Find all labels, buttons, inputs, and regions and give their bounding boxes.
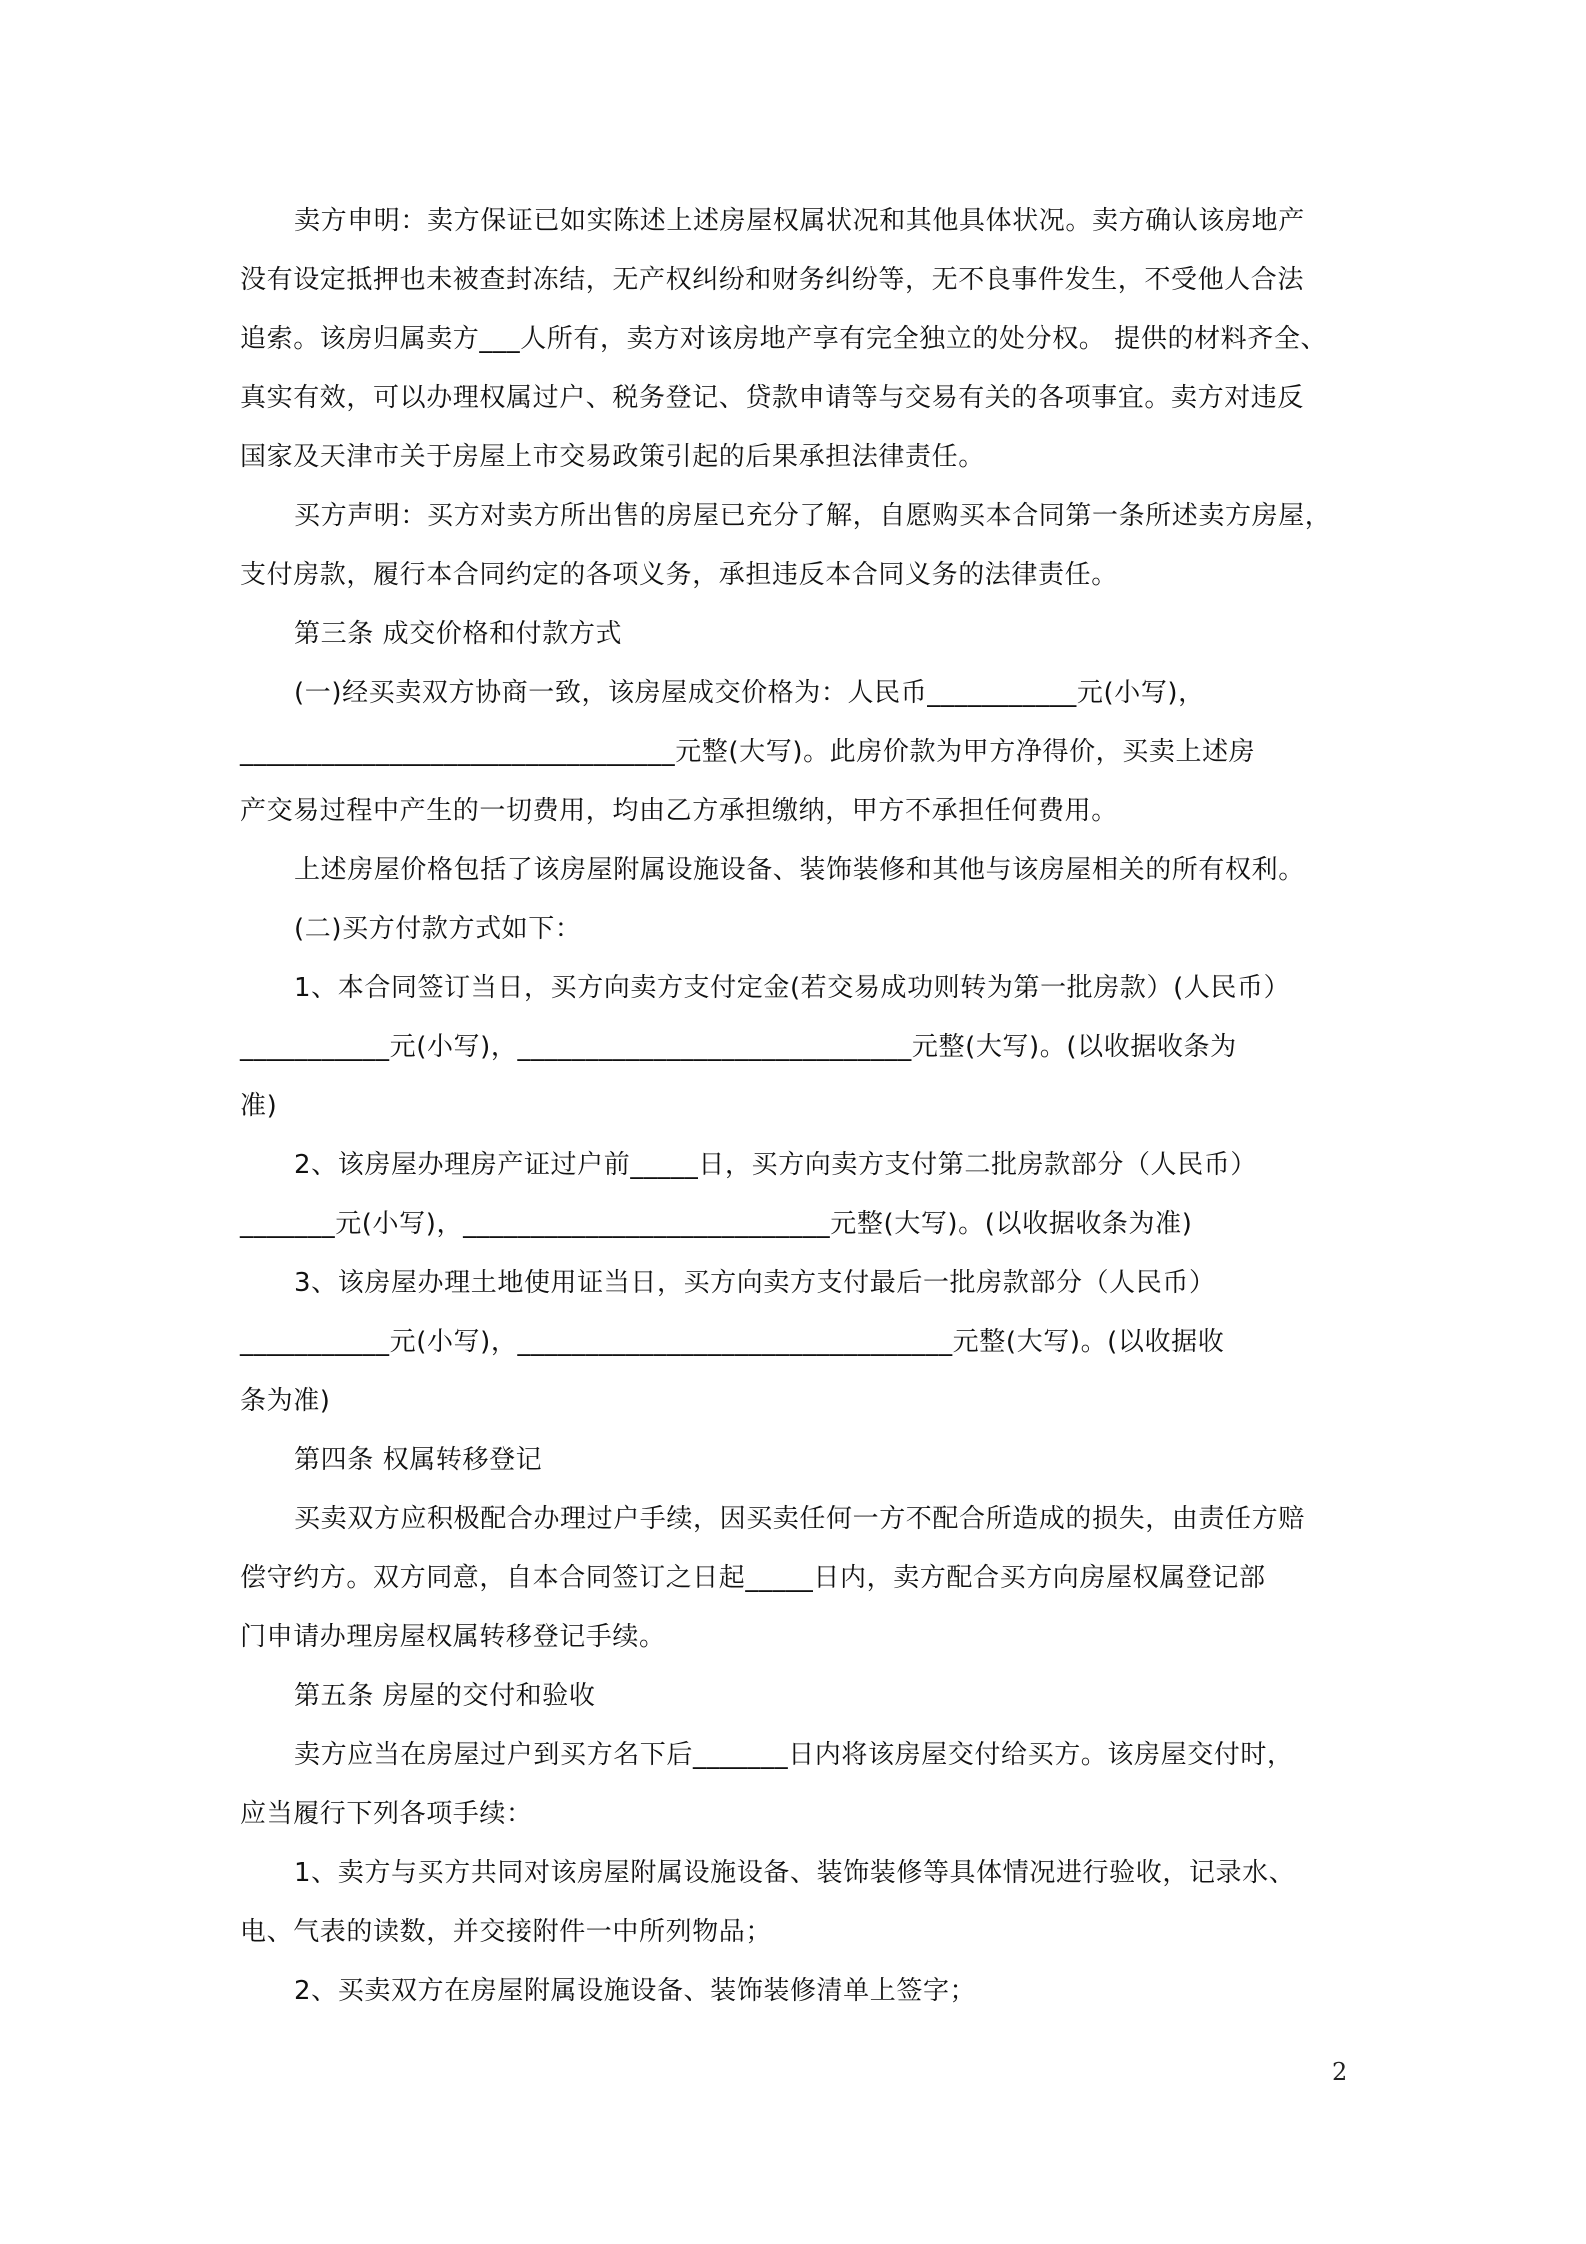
text-line: _______元(小写)，___________________________元整(大写)。(以收据收条为准) xyxy=(240,1209,1193,1239)
text-line: 国家及天津市关于房屋上市交易政策引起的后果承担法律责任。 xyxy=(240,442,985,472)
text-line: 卖方应当在房屋过户到买方名下后_______日内将该房屋交付给买方。该房屋交付时， xyxy=(294,1740,1294,1770)
text-line: 电、气表的读数，并交接附件一中所列物品； xyxy=(240,1917,773,1947)
section-heading: 第四条 权属转移登记 xyxy=(294,1445,543,1475)
text-line: 条为准) xyxy=(240,1386,331,1416)
text-line: 买方声明：买方对卖方所出售的房屋已充分了解，自愿购买本合同第一条所述卖方房屋， xyxy=(294,501,1332,531)
text-line: (二)买方付款方式如下： xyxy=(294,914,582,944)
text-line: 2、该房屋办理房产证过户前_____日，买方向卖方支付第二批房款部分（人民币） xyxy=(294,1150,1257,1180)
text-line: 买卖双方应积极配合办理过户手续，因买卖任何一方不配合所造成的损失，由责任方赔 xyxy=(294,1504,1305,1534)
section-heading: 第三条 成交价格和付款方式 xyxy=(294,619,623,649)
text-line: 门申请办理房屋权属转移登记手续。 xyxy=(240,1622,666,1652)
text-line: 2、买卖双方在房屋附属设施设备、装饰装修清单上签字； xyxy=(294,1976,977,2006)
text-line: 追索。该房归属卖方___人所有，卖方对该房地产享有完全独立的处分权。 提供的材料齐全、 xyxy=(240,324,1328,354)
text-line: 1、卖方与买方共同对该房屋附属设施设备、装饰装修等具体情况进行验收，记录水、 xyxy=(294,1858,1296,1888)
text-line: ________________________________元整(大写)。此房价款为甲方净得价，买卖上述房 xyxy=(240,737,1256,767)
text-line: 支付房款，履行本合同约定的各项义务，承担违反本合同义务的法律责任。 xyxy=(240,560,1118,590)
text-line: 上述房屋价格包括了该房屋附属设施设备、装饰装修和其他与该房屋相关的所有权利。 xyxy=(294,855,1305,885)
text-line: 真实有效，可以办理权属过户、税务登记、贷款申请等与交易有关的各项事宜。卖方对违反 xyxy=(240,383,1305,413)
text-line: 1、本合同签订当日，买方向卖方支付定金(若交易成功则转为第一批房款）(人民币） xyxy=(294,973,1291,1003)
text-line: 应当履行下列各项手续： xyxy=(240,1799,533,1829)
text-line: 3、该房屋办理土地使用证当日，买方向卖方支付最后一批房款部分（人民币） xyxy=(294,1268,1216,1298)
text-line: ___________元(小写)，________________________________元整(大写)。(以收据收 xyxy=(240,1327,1225,1357)
text-line: 卖方申明：卖方保证已如实陈述上述房屋权属状况和其他具体状况。卖方确认该房地产 xyxy=(294,206,1305,236)
text-line: (一)经买卖双方协商一致，该房屋成交价格为：人民币___________元(小写)， xyxy=(294,678,1205,708)
text-line: ___________元(小写)，_____________________________元整(大写)。(以收据收条为 xyxy=(240,1032,1237,1062)
text-line: 没有设定抵押也未被查封冻结，无产权纠纷和财务纠纷等，无不良事件发生，不受他人合法 xyxy=(240,265,1305,295)
page-number: 2 xyxy=(1332,2058,1348,2086)
section-heading: 第五条 房屋的交付和验收 xyxy=(294,1681,596,1711)
text-line: 偿守约方。双方同意，自本合同签订之日起_____日内，卖方配合买方向房屋权属登记部 xyxy=(240,1563,1266,1593)
text-line: 准) xyxy=(240,1091,278,1121)
contract-body xyxy=(240,192,1350,2021)
text-line: 产交易过程中产生的一切费用，均由乙方承担缴纳，甲方不承担任何费用。 xyxy=(240,796,1118,826)
